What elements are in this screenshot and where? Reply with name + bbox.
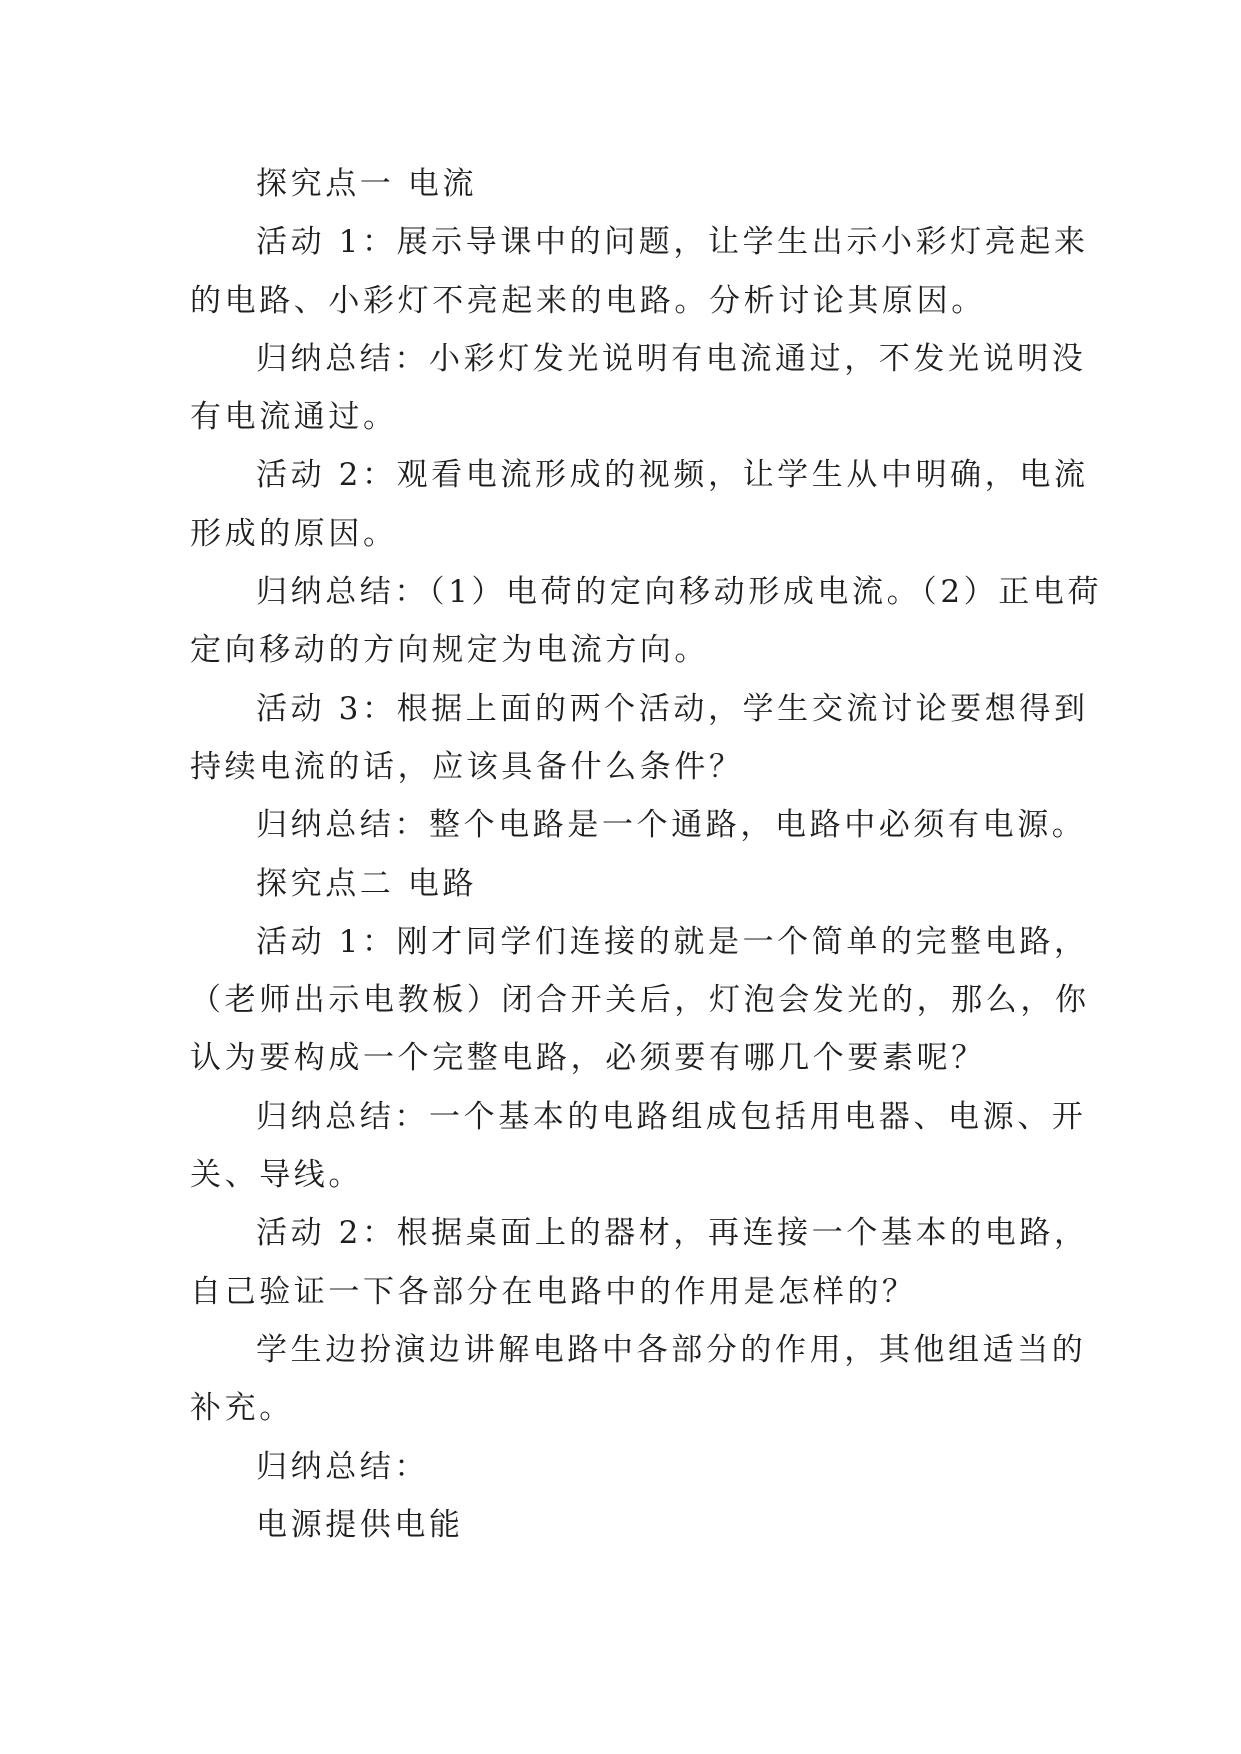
summary-3-current (190, 796, 1087, 854)
activity-3-current (190, 680, 1089, 797)
text-line: 认为要构成一个完整电路，必须要有哪几个要素呢？ (190, 1040, 986, 1077)
activity-2-circuit (190, 1204, 1089, 1321)
text-line: 活动 1：刚才同学们连接的就是一个简单的完整电路， (256, 923, 1089, 960)
text-line: 归纳总结：小彩灯发光说明有电流通过，不发光说明没 (256, 340, 1087, 377)
summary-1-current (190, 330, 1087, 447)
activity-2-current (190, 446, 1089, 563)
text-line: 持续电流的话，应该具备什么条件？ (190, 748, 744, 785)
activity-1-circuit (190, 913, 1090, 1088)
summary-2-current (190, 563, 1103, 680)
document-page (190, 155, 1103, 1554)
student-demo (190, 1321, 1087, 1438)
text-line: 归纳总结：整个电路是一个通路，电路中必须有电源。 (256, 807, 1087, 844)
text-line: 有电流通过。 (190, 399, 398, 436)
text-line: 活动 1：展示导课中的问题，让学生出示小彩灯亮起来 (256, 224, 1089, 261)
text-line: 活动 2：根据桌面上的器材，再连接一个基本的电路， (256, 1215, 1089, 1252)
text-line: 探究点一 电流 (256, 166, 478, 202)
text-line: 归纳总结：（1）电荷的定向移动形成电流。（2）正电荷 (256, 574, 1103, 611)
text-line: 活动 3：根据上面的两个活动，学生交流讨论要想得到 (256, 690, 1089, 727)
text-line: 活动 2：观看电流形成的视频，让学生从中明确，电流 (256, 457, 1089, 494)
text-line: 探究点二 电路 (256, 865, 478, 902)
text-line: 补充。 (190, 1390, 294, 1427)
text-line: 关、导线。 (190, 1157, 363, 1194)
heading-current (190, 155, 1070, 213)
text-line: 形成的原因。 (190, 515, 398, 552)
activity-1-current (190, 213, 1089, 330)
text-line: 学生边扮演边讲解电路中各部分的作用，其他组适当的 (256, 1331, 1087, 1368)
heading-circuit (190, 855, 1070, 913)
power-source-note (190, 1496, 1070, 1554)
summary-1-circuit (190, 1088, 1087, 1205)
text-line: 的电路、小彩灯不亮起来的电路。分析讨论其原因。 (190, 282, 986, 319)
text-line: 归纳总结：一个基本的电路组成包括用电器、电源、开 (256, 1098, 1087, 1135)
text-line: 定向移动的方向规定为电流方向。 (190, 632, 709, 669)
text-line: （老师出示电教板）闭合开关后，灯泡会发光的，那么，你 (190, 982, 1090, 1019)
text-line: 自己验证一下各部分在电路中的作用是怎样的？ (190, 1273, 917, 1310)
summary-2-circuit (190, 1438, 1070, 1496)
text-line: 电源提供电能 (256, 1506, 464, 1543)
text-line: 归纳总结： (256, 1448, 429, 1485)
